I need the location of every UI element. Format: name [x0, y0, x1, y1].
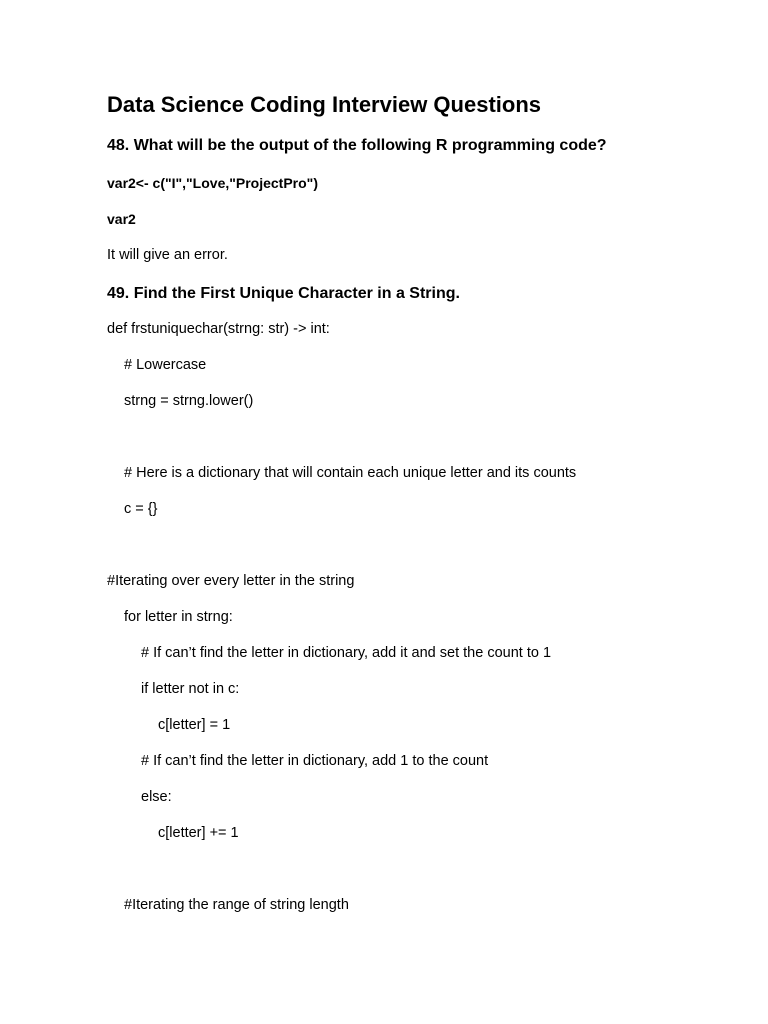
code-line: else: — [141, 789, 172, 805]
code-line: c[letter] += 1 — [158, 825, 239, 841]
code-line: def frstuniquechar(strng: str) -> int: — [107, 321, 330, 337]
code-line: # Here is a dictionary that will contain each unique letter and its counts — [124, 465, 577, 481]
question-49-heading: 49. Find the First Unique Character in a String. — [107, 285, 460, 302]
code-line: if letter not in c: — [141, 681, 240, 697]
code-line: #Iterating the range of string length — [124, 897, 349, 913]
q48-code-line-2: var2 — [107, 211, 136, 227]
code-line: strng = strng.lower() — [124, 393, 254, 409]
code-line: #Iterating over every letter in the string — [107, 573, 355, 589]
code-line: c[letter] = 1 — [158, 717, 231, 733]
code-line: # If can’t find the letter in dictionary, add 1 to the count — [141, 753, 489, 769]
code-line: for letter in strng: — [124, 609, 233, 625]
code-line: # If can’t find the letter in dictionary, add it and set the count to 1 — [141, 645, 552, 661]
document-title: Data Science Coding Interview Questions — [107, 92, 541, 117]
q48-answer: It will give an error. — [107, 247, 228, 263]
code-line: c = {} — [124, 501, 158, 517]
question-48-heading: 48. What will be the output of the following R programming code? — [107, 137, 607, 154]
code-line: # Lowercase — [124, 357, 207, 373]
q48-code-line-1: var2<- c("I","Love,"ProjectPro") — [107, 175, 318, 191]
